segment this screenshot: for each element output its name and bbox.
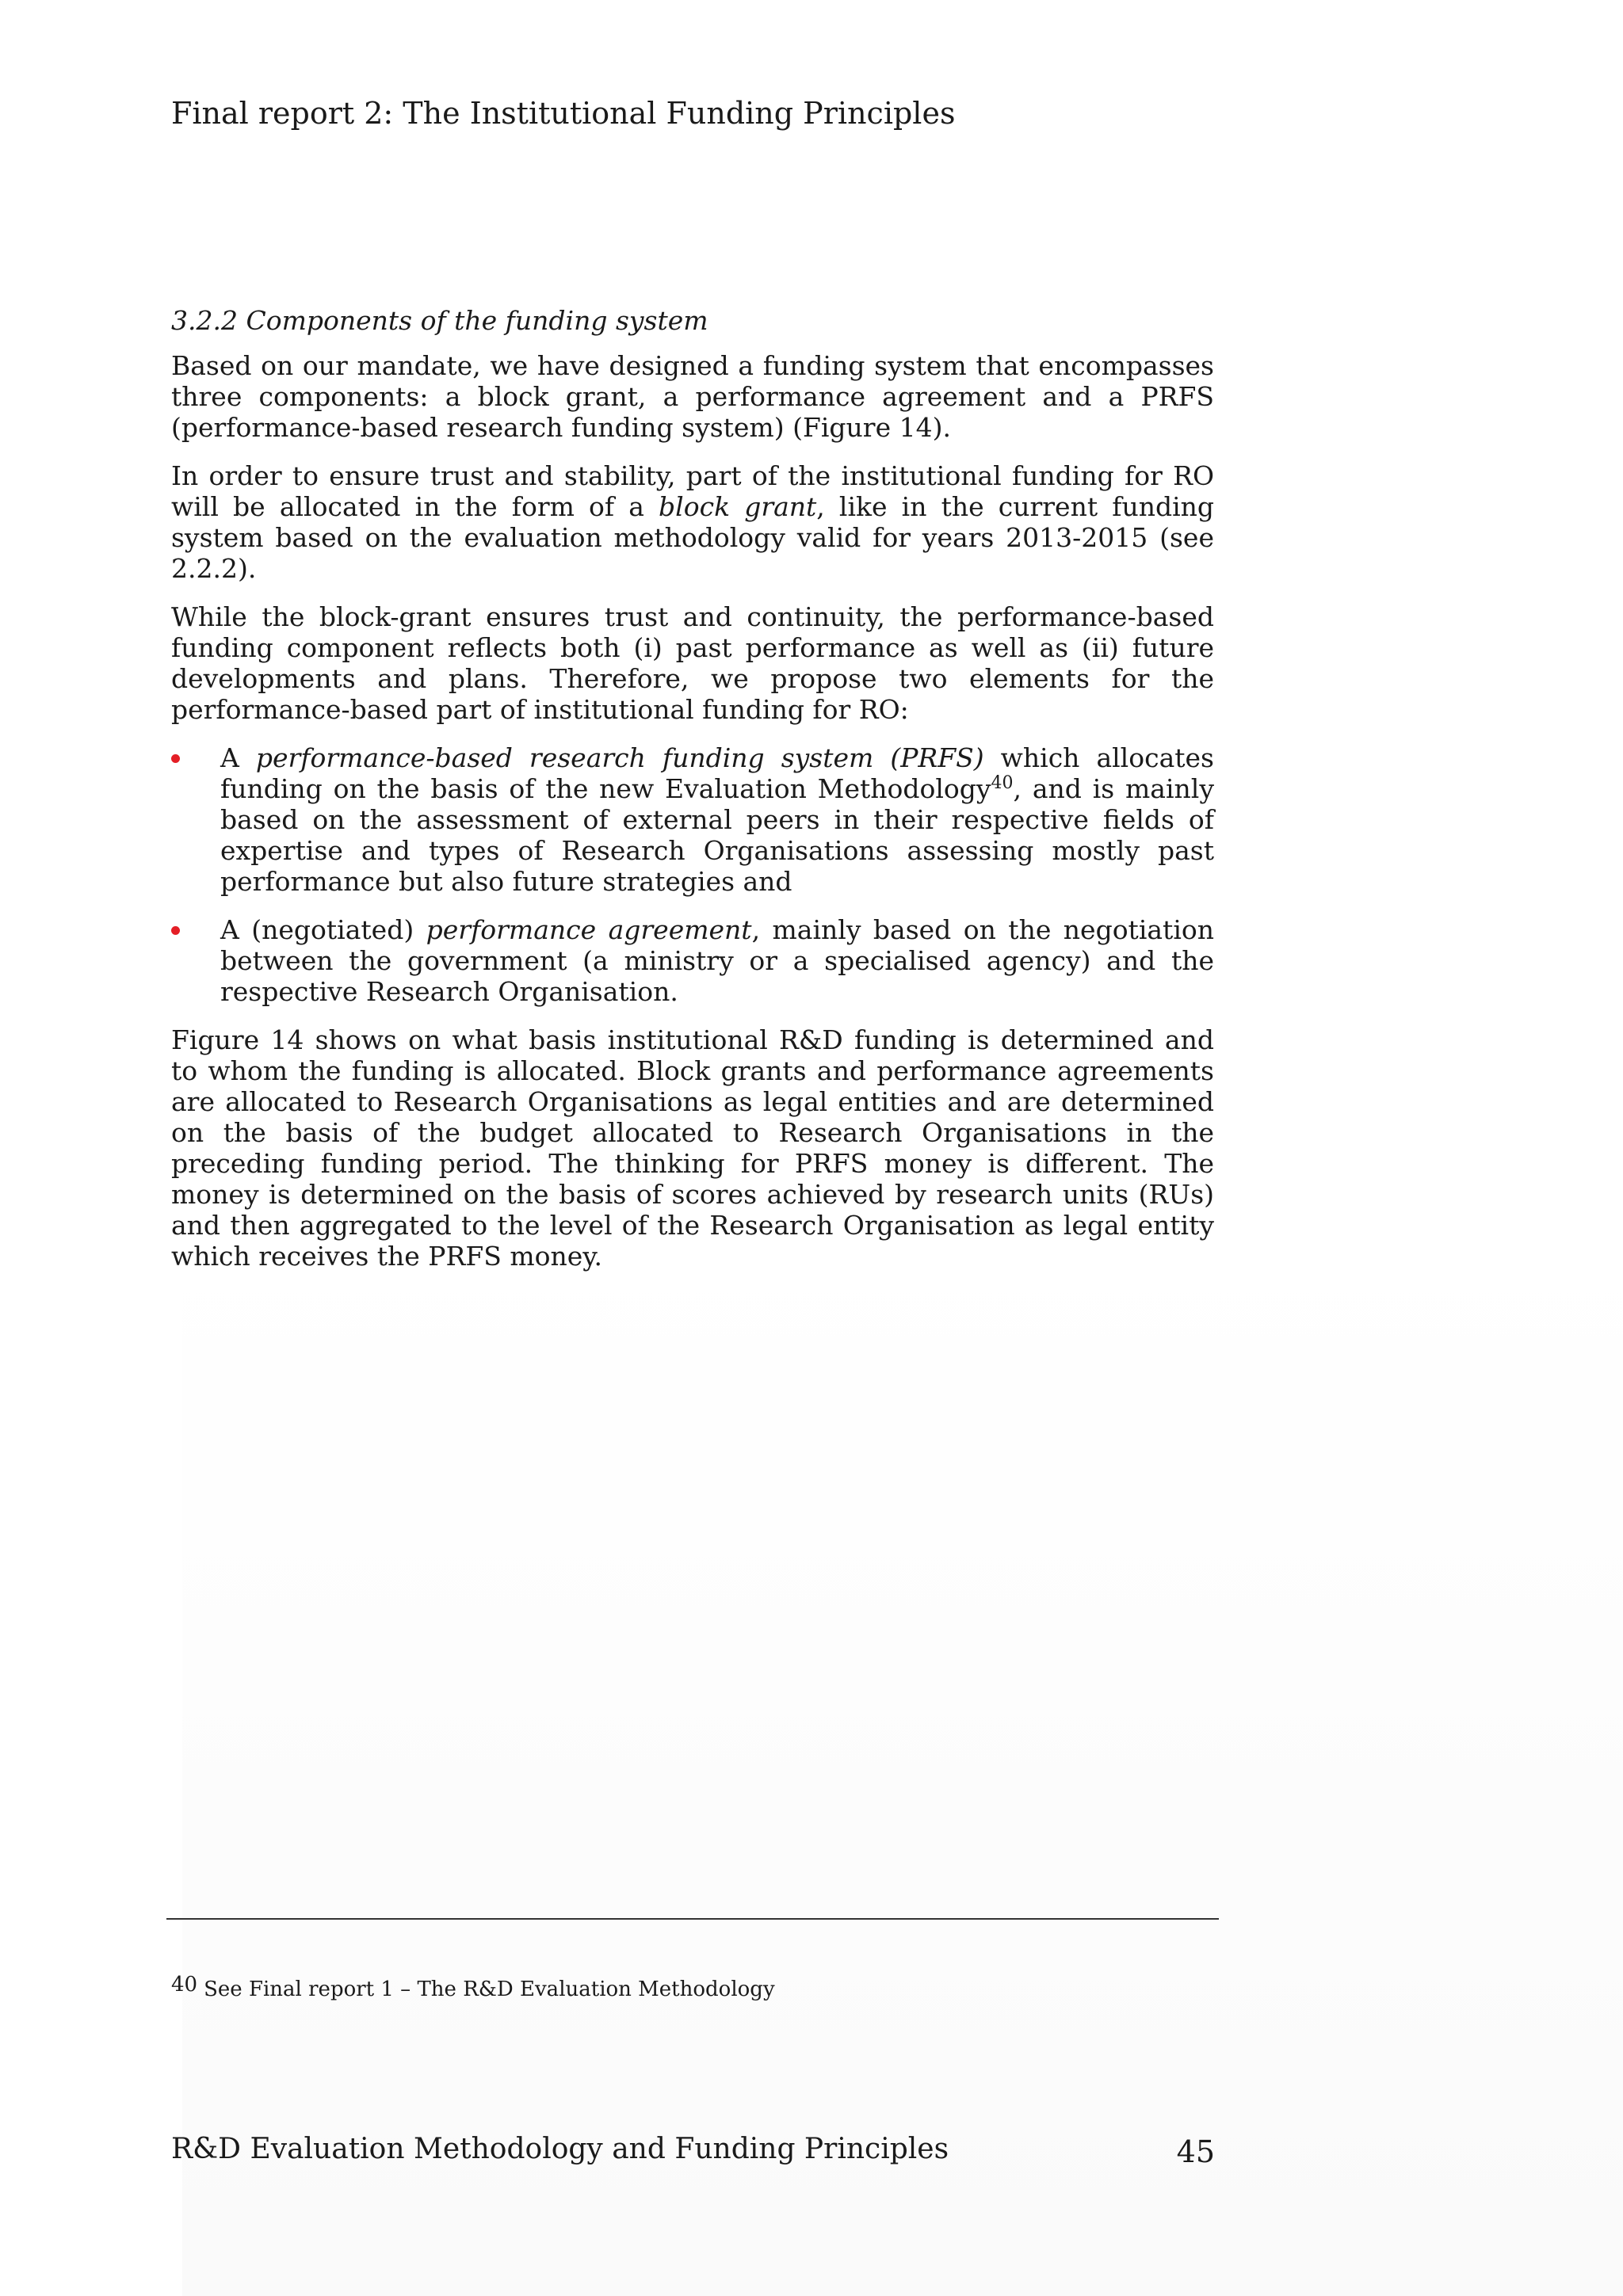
- running-footer: R&D Evaluation Methodology and Funding Principles: [171, 2133, 949, 2165]
- paragraph-block-grant: [171, 460, 1214, 584]
- paragraph-block-grant-part-1: In order to ensure trust and stability, part of the institutional funding for RO will be allocated in the form of a: [171, 460, 1214, 522]
- list-item-agreement-pre: A (negotiated): [220, 914, 426, 945]
- bullet-dot-icon: [171, 926, 180, 935]
- paragraph-performance-component: While the block-grant ensures trust and continuity, the performance-based funding component reflects both (i) past performance as well as (ii) future developments and plans. Therefore, we propose two elements for the performance-based part of institutional funding for RO:: [171, 601, 1214, 725]
- section-heading: 3.2.2 Components of the funding system: [171, 305, 708, 336]
- prfs-emphasis: performance-based research funding system (PRFS): [255, 742, 984, 773]
- footnote-reference[interactable]: 40: [991, 773, 1014, 793]
- list-item-agreement-post: , mainly based on the negotiation between the government (a ministry or a specialised agency) and the respective Research Organisation.: [220, 914, 1214, 1007]
- block-grant-emphasis: block grant: [659, 491, 817, 522]
- paragraph-figure-14: Figure 14 shows on what basis institutional R&D funding is determined and to whom the funding is allocated. Block grants and performance agreements are allocated to Research Organisations as legal entities and are determined on the basis of the budget allocated to Research Organisations in the preceding funding period. The thinking for PRFS money is different. The money is determined on the basis of scores achieved by research units (RUs) and then aggregated to the level of the Research Organisation as legal entity which receives the PRFS money.: [171, 1024, 1214, 1272]
- footnote-number: 40: [171, 1973, 198, 1997]
- page-number: 45: [1176, 2134, 1215, 2169]
- footnote-divider: [166, 1918, 1219, 1920]
- bullet-dot-icon: [171, 754, 180, 763]
- paragraph-mandate: Based on our mandate, we have designed a funding system that encompasses three components: a block grant, a performance agreement and a PRFS (performance-based research funding system) (Figure 14).: [171, 350, 1214, 443]
- list-item-performance-agreement: [171, 914, 1214, 1007]
- footnote: [171, 1971, 775, 2003]
- list-item-prfs-mid: which allocates funding on the basis of the new Evaluation Methodology: [220, 742, 1214, 804]
- bullet-list: [171, 742, 1214, 1007]
- paragraph-block-grant-part-2: , like in the current funding system based on the evaluation methodology valid for years 2013-2015 (see 2.2.2).: [171, 491, 1215, 584]
- main-content: [171, 303, 1214, 1289]
- list-item-prfs: [171, 742, 1214, 897]
- list-item-prfs-post: , and is mainly based on the assessment of external peers in their respective fields of expertise and types of Research Organisations assessing mostly past performance but also future strategies and: [220, 773, 1214, 897]
- footnote-text: See Final report 1 – The R&D Evaluation Methodology: [204, 1978, 775, 2001]
- list-item-prfs-pre: A: [220, 742, 256, 773]
- performance-agreement-emphasis: performance agreement: [426, 914, 752, 945]
- running-header: Final report 2: The Institutional Funding Principles: [171, 96, 956, 131]
